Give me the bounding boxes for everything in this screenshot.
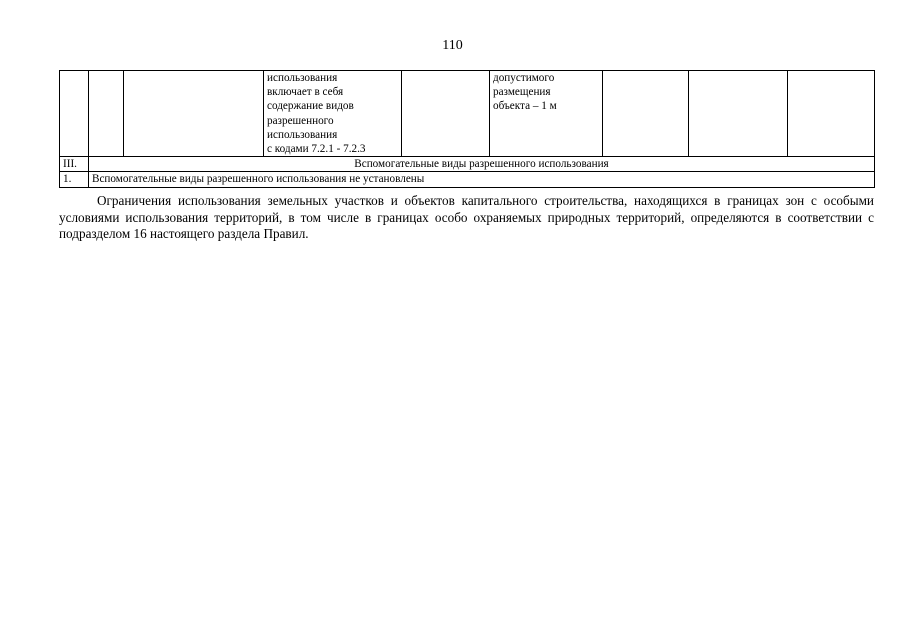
table-cell <box>402 71 490 157</box>
table-cell-placement-parameter: допустимого размещения объекта – 1 м <box>490 71 603 157</box>
table-cell <box>60 71 89 157</box>
table-cell <box>788 71 875 157</box>
table-cell <box>689 71 788 157</box>
body-paragraph: Ограничения использования земельных участков и объектов капитального строительства, находящихся в границах зон с особыми условиями использования территорий, в том числе в границах особо охраняемых природных территорий, определяются в соответствии с подразделом 16 настоящего раздела Правил. <box>59 193 874 241</box>
table-row-section-header <box>60 157 875 172</box>
table-row-continuation <box>60 71 875 157</box>
section-number: III. <box>60 157 89 172</box>
table-cell <box>89 71 124 157</box>
item-text: Вспомогательные виды разрешенного использования не установлены <box>89 172 875 187</box>
section-title: Вспомогательные виды разрешенного использования <box>89 157 875 172</box>
table-cell-permitted-use-description: использования включает в себя содержание видов разрешенного использования с кодами 7.2.1 - 7.2.3 <box>264 71 402 157</box>
page-number: 110 <box>442 38 463 53</box>
regulations-table <box>59 70 875 188</box>
table-cell <box>124 71 264 157</box>
item-number: 1. <box>60 172 89 187</box>
table-cell <box>603 71 689 157</box>
table-row-item <box>60 172 875 187</box>
